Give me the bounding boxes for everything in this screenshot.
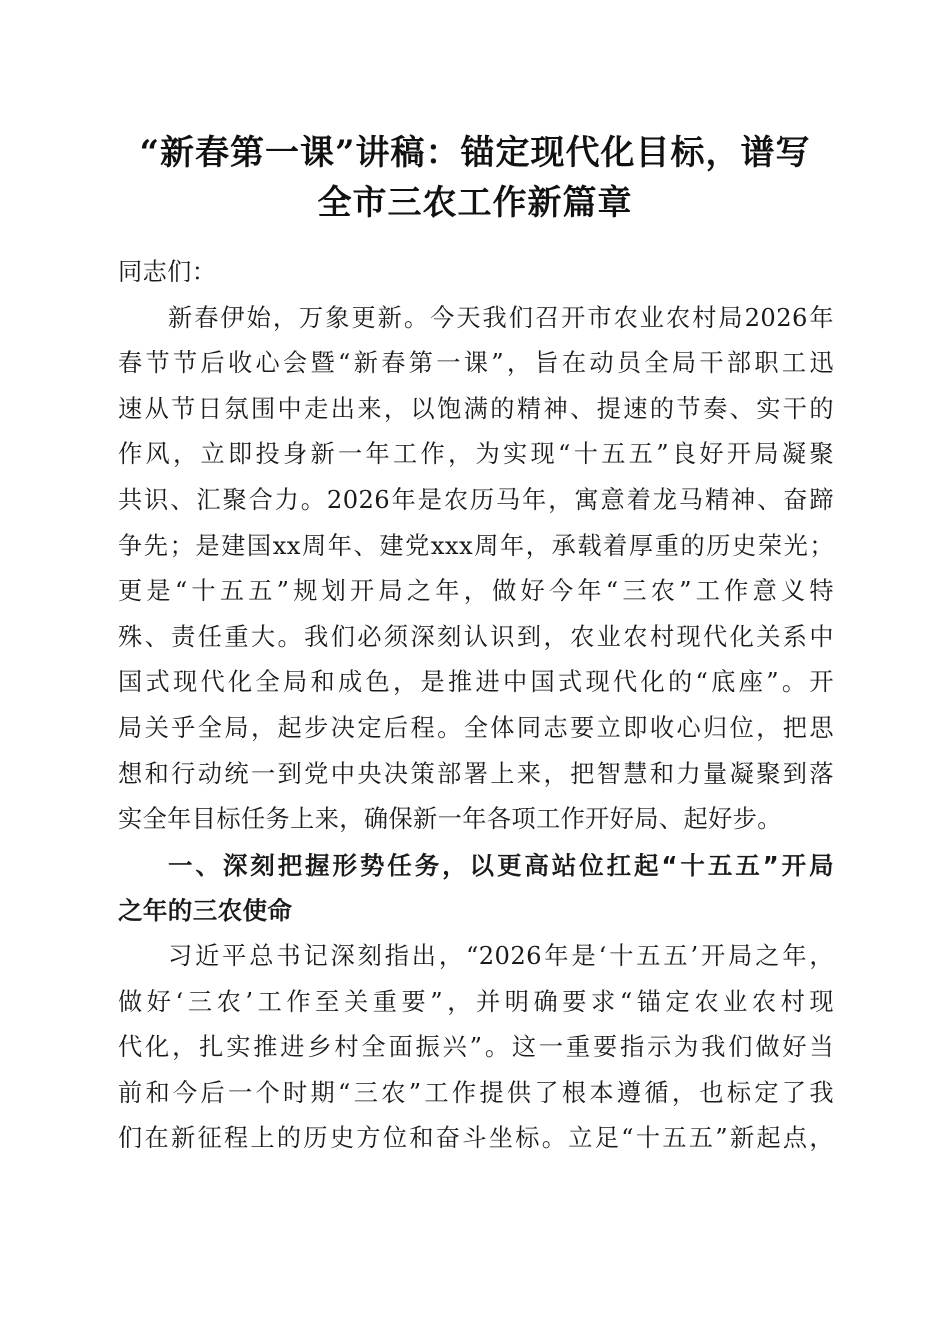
paragraph-line: 新春伊始，万象更新。今天我们召开市农业农村局2026年 — [168, 303, 834, 332]
paragraph-line: 们在新征程上的历史方位和奋斗坐标。立足“十五五”新起点， — [118, 1124, 834, 1153]
paragraph-line: 习近平总书记深刻指出，“2026年是‘十五五’开局之年， — [168, 941, 834, 970]
salutation: 同志们： — [118, 258, 217, 286]
paragraph-line: 代化，扎实推进乡村全面振兴”。这一重要指示为我们做好当 — [118, 1033, 834, 1062]
title-line-1: “新春第一课”讲稿：锚定现代化目标，谱写 — [139, 133, 811, 173]
paragraph-1 — [118, 296, 834, 843]
paragraph-line: 作风，立即投身新一年工作，为实现“十五五”良好开局凝聚 — [118, 440, 834, 469]
paragraph-line: 共识、汇聚合力。2026年是农历马年，寓意着龙马精神、奋蹄 — [118, 485, 834, 514]
paragraph-line: 实全年目标任务上来，确保新一年各项工作开好局、起好步。 — [118, 805, 782, 834]
paragraph-line: 争先；是建国xx周年、建党xxx周年，承载着厚重的历史荣光； — [118, 531, 834, 560]
paragraph-line: 前和今后一个时期“三农”工作提供了根本遵循，也标定了我 — [118, 1078, 834, 1107]
heading-line: 一、深刻把握形势任务，以更高站位扛起“十五五”开局 — [168, 850, 834, 880]
paragraph-2 — [118, 934, 834, 1162]
paragraph-line: 速从节日氛围中走出来，以饱满的精神、提速的节奏、实干的 — [118, 394, 834, 423]
heading-line: 之年的三农使命 — [118, 896, 293, 926]
section-heading-1 — [118, 843, 834, 934]
paragraph-line: 春节节后收心会暨“新春第一课”，旨在动员全局干部职工迅 — [118, 349, 834, 378]
paragraph-line: 更是“十五五”规划开局之年，做好今年“三农”工作意义特 — [118, 577, 834, 606]
paragraph-line: 国式现代化全局和成色，是推进中国式现代化的“底座”。开 — [118, 668, 834, 697]
document-body — [118, 250, 834, 1162]
document-title — [90, 128, 860, 228]
title-line-2: 全市三农工作新篇章 — [317, 183, 633, 223]
paragraph-line: 局关乎全局，起步决定后程。全体同志要立即收心归位，把思 — [118, 713, 834, 742]
paragraph-line: 想和行动统一到党中央决策部署上来，把智慧和力量凝聚到落 — [118, 759, 834, 788]
paragraph-line: 做好‘三农’工作至关重要”，并明确要求“锚定农业农村现 — [118, 987, 834, 1016]
paragraph-line: 殊、责任重大。我们必须深刻认识到，农业农村现代化关系中 — [118, 622, 834, 651]
